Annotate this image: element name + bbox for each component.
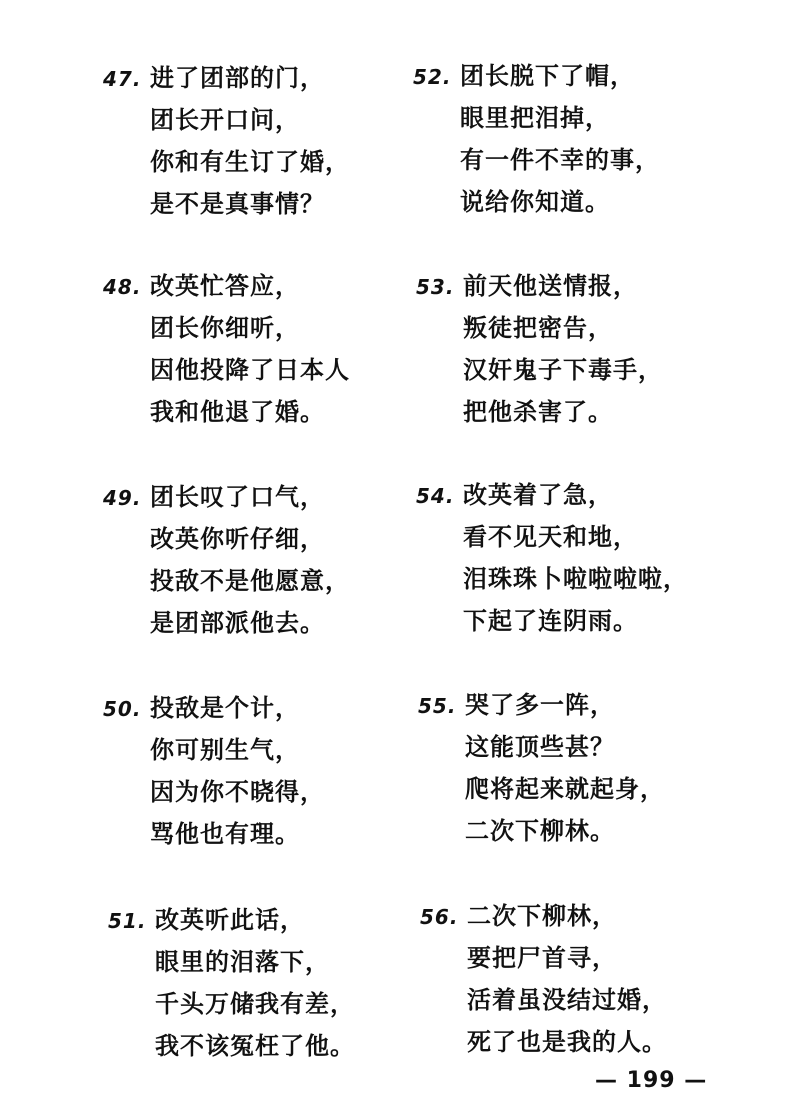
verse-line: 我不该冤枉了他。: [155, 1031, 355, 1060]
verse-line: 叛徒把密告，: [463, 313, 613, 342]
verse-line: 有一件不幸的事，: [460, 145, 660, 174]
verse-line: 爬将起来就起身，: [465, 774, 665, 803]
verse-line: 千头万储我有差，: [155, 989, 355, 1018]
stanza-52: [413, 55, 713, 223]
verse-line: 你可别生气，: [150, 735, 300, 764]
verse-line: 下起了连阴雨。: [463, 606, 638, 635]
stanza-number: 49.: [103, 486, 142, 510]
verse-line: 二次下柳林，: [467, 901, 617, 930]
verse-line: 汉奸鬼子下毒手，: [463, 355, 663, 384]
verse-line: 泪珠珠卜啦啦啦啦，: [463, 564, 688, 593]
stanza-number: 47.: [103, 67, 142, 91]
verse-line: 看不见天和地，: [463, 522, 638, 551]
stanza-number: 52.: [413, 65, 452, 89]
stanza-56: [420, 895, 720, 1063]
verse-line: 说给你知道。: [460, 187, 610, 216]
verse-line: 骂他也有理。: [150, 819, 300, 848]
verse-line: 团长你细听，: [150, 313, 300, 342]
verse-line: 把他杀害了。: [463, 397, 613, 426]
stanza-number: 50.: [103, 697, 142, 721]
stanza-number: 54.: [416, 484, 455, 508]
verse-line: 二次下柳林。: [465, 816, 615, 845]
stanza-number: 55.: [418, 694, 457, 718]
verse-line: 是团部派他去。: [150, 608, 325, 637]
stanza-number: 53.: [416, 275, 455, 299]
page-number: — 199 —: [595, 1068, 708, 1093]
stanza-55: [418, 684, 718, 852]
verse-line: 投敌是个计，: [150, 693, 300, 722]
verse-line: 因为你不晓得，: [150, 777, 325, 806]
stanza-48: [103, 265, 403, 433]
verse-line: 我和他退了婚。: [150, 397, 325, 426]
verse-line: 团长叹了口气，: [150, 482, 325, 511]
verse-line: 是不是真事情？: [150, 189, 325, 218]
verse-line: 团长脱下了帽，: [460, 61, 635, 90]
verse-line: 眼里的泪落下，: [155, 947, 330, 976]
stanza-53: [416, 265, 716, 433]
verse-line: 你和有生订了婚，: [150, 147, 350, 176]
verse-line: 改英听此话，: [155, 905, 305, 934]
verse-line: 活着虽没结过婚，: [467, 985, 667, 1014]
stanza-47: [103, 57, 403, 225]
verse-line: 投敌不是他愿意，: [150, 566, 350, 595]
stanza-number: 48.: [103, 275, 142, 299]
stanza-49: [103, 476, 403, 644]
verse-line: 改英你听仔细，: [150, 524, 325, 553]
stanza-number: 51.: [108, 909, 147, 933]
verse-line: 死了也是我的人。: [467, 1027, 667, 1056]
verse-line: 因他投降了日本人: [150, 355, 350, 384]
stanza-number: 56.: [420, 905, 459, 929]
stanza-50: [103, 687, 403, 855]
verse-line: 要把尸首寻，: [467, 943, 617, 972]
stanza-54: [416, 474, 716, 642]
verse-line: 这能顶些甚？: [465, 732, 615, 761]
verse-line: 改英着了急，: [463, 480, 613, 509]
verse-line: 前天他送情报，: [463, 271, 638, 300]
stanza-51: [108, 899, 408, 1067]
verse-line: 团长开口问，: [150, 105, 300, 134]
verse-line: 进了团部的门，: [150, 63, 325, 92]
verse-line: 改英忙答应，: [150, 271, 300, 300]
verse-line: 眼里把泪掉，: [460, 103, 610, 132]
verse-line: 哭了多一阵，: [465, 690, 615, 719]
